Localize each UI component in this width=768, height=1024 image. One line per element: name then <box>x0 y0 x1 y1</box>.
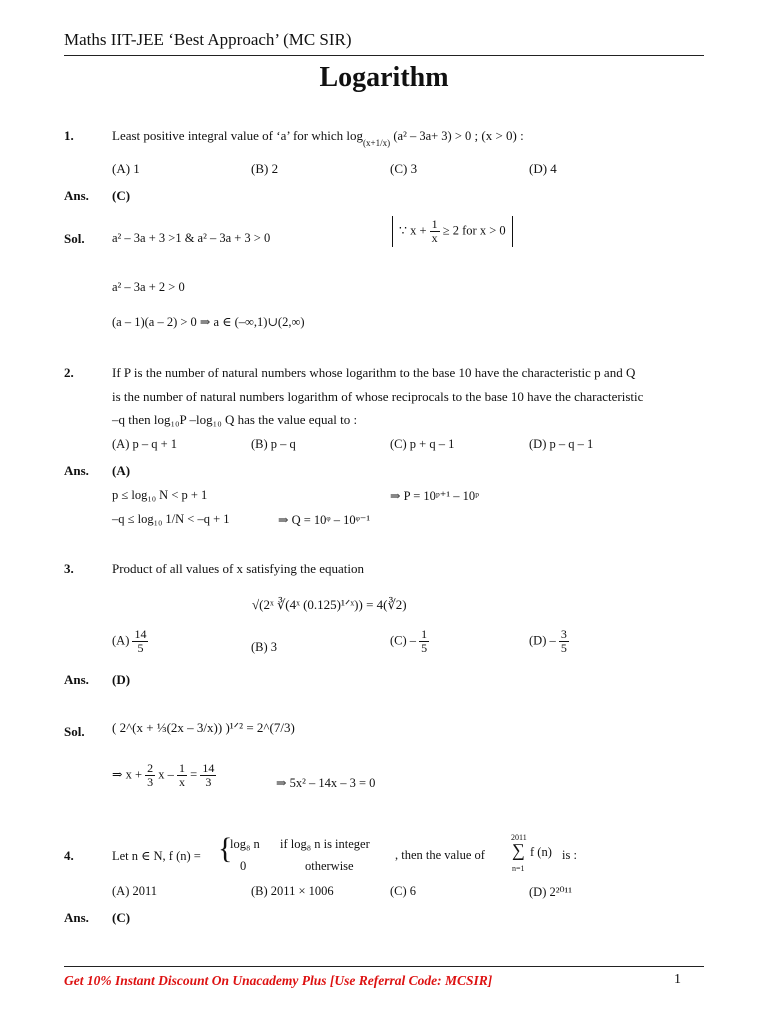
q3-option-a-den: 5 <box>137 641 144 655</box>
q3-sol-line2-a: ⇒ x + <box>112 767 143 782</box>
header-divider <box>64 55 704 56</box>
page-title: Logarithm <box>319 62 449 93</box>
q4-case2-a: 0 <box>240 859 247 873</box>
q1-answer: (C) <box>112 188 131 203</box>
q1-option-c: (C) 3 <box>390 161 418 176</box>
q1-expr: (a² – 3a+ 3) > 0 <box>393 129 472 143</box>
q3-option-d-frac <box>559 628 569 655</box>
q3-ans-label: Ans. <box>64 672 89 687</box>
q4-sum-expr: f (n) <box>530 845 552 859</box>
q3-sol-line2 <box>112 762 216 789</box>
q1-sol-note-frac: $\frac{1}{x}$ <box>431 217 438 245</box>
q3-option-a <box>112 628 148 655</box>
q3-sol-frac3-num: 14 <box>202 761 215 775</box>
q3-option-d-num: 3 <box>560 627 567 641</box>
q4-sum-top: 2011 <box>511 833 527 842</box>
q3-option-d <box>529 628 569 655</box>
q3-option-c-frac <box>419 628 429 655</box>
q1-sol-note-b: ≥ 2 for x > 0 <box>442 223 506 238</box>
q2-option-b: (B) p – q <box>251 437 296 451</box>
q3-sol-frac3 <box>200 762 216 789</box>
q2-sol-line1a: p ≤ log₁₀ N < p + 1 <box>112 488 208 502</box>
q1-cond: ; (x > 0) : <box>474 128 524 143</box>
q3-option-d-label: (D) – <box>529 633 556 648</box>
q3-option-b: (B) 3 <box>251 640 278 654</box>
q1-option-a: (A) 1 <box>112 161 140 176</box>
q3-option-c-den: 5 <box>421 641 428 655</box>
q3-option-c-num: 1 <box>421 627 428 641</box>
footer-promo: Get 10% Instant Discount On Unacademy Plus [Use Referral Code: MCSIR] <box>64 973 493 988</box>
q2-sol-line1b: ⇒ P = 10ᵖ⁺¹ – 10ᵖ <box>390 489 480 503</box>
q3-sol-frac1 <box>145 762 155 789</box>
q1-sol-line3: (a – 1)(a – 2) > 0 ⇒ a ∈ (–∞,1)∪(2,∞) <box>112 315 305 329</box>
q3-answer: (D) <box>112 672 131 687</box>
q1-sol-note-a: ∵ x + <box>399 223 427 238</box>
q4-case2-b: otherwise <box>305 859 354 873</box>
q3-sol-line2-mid: x – <box>158 767 174 782</box>
q1-log: log <box>346 128 364 143</box>
q2-option-a: (A) p – q + 1 <box>112 437 178 451</box>
q3-text: Product of all values of x satisfying the equation <box>112 561 365 576</box>
q2-sol-line2a: –q ≤ log₁₀ 1/N < –q + 1 <box>112 512 230 526</box>
q3-sol-frac3-den: 3 <box>205 775 212 789</box>
q1-sol-line1: a² – 3a + 3 >1 & a² – 3a + 3 > 0 <box>112 231 271 245</box>
q3-sol-frac1-num: 2 <box>147 761 154 775</box>
q3-option-c-label: (C) – <box>390 633 417 648</box>
q4-option-c: (C) 6 <box>390 884 417 898</box>
q4-text-pre: Let n ∈ N, f (n) = <box>112 849 201 863</box>
q4-sum-bottom: n=1 <box>512 864 525 873</box>
q4-ans-label: Ans. <box>64 910 89 925</box>
q4-sum-sign: ∑ <box>512 840 525 860</box>
q3-option-d-den: 5 <box>560 641 567 655</box>
q1-stem: Least positive integral value of ‘a’ for which <box>112 128 344 143</box>
q2-sol-line2b: ⇒ Q = 10ᵠ – 10ᵠ⁻¹ <box>278 513 371 527</box>
q4-option-d: (D) 2²⁰¹¹ <box>529 885 572 899</box>
q2-line1: If P is the number of natural numbers whose logarithm to the base 10 have the characteristic p and Q <box>112 365 636 380</box>
q4-text-post: , then the value of <box>395 848 485 862</box>
q2-option-d: (D) p – q – 1 <box>529 437 594 451</box>
q3-sol-frac2-num: 1 <box>179 761 186 775</box>
q2-answer: (A) <box>112 463 131 478</box>
q4-number: 4. <box>64 848 74 863</box>
q2-line3: –q then log₁₀P –log₁₀ Q has the value equal to : <box>112 412 358 427</box>
q1-sol-label: Sol. <box>64 231 85 246</box>
q2-option-c: (C) p + q – 1 <box>390 437 455 451</box>
q3-sol-line1: ( 2^(x + ⅓(2x – 3/x)) )¹ᐟ² = 2^(7/3) <box>112 720 295 735</box>
q1-ans-label: Ans. <box>64 188 89 203</box>
page-number: 1 <box>674 972 681 987</box>
q3-number: 3. <box>64 561 74 576</box>
q3-sol-line2b: ⇒ 5x² – 14x – 3 = 0 <box>276 776 376 790</box>
q4-answer: (C) <box>112 910 131 925</box>
q3-equation: √(2ˣ ∛(4ˣ (0.125)¹ᐟˣ)) = 4(∛2) <box>252 597 407 612</box>
q3-option-a-frac <box>132 628 148 655</box>
q3-sol-frac2-den: x <box>179 775 186 789</box>
q4-case1-a: log₈ n <box>230 837 260 851</box>
q4-case1-b: if log₈ n is integer <box>280 837 370 851</box>
q3-sol-line2-eq: = <box>190 767 198 782</box>
q1-option-d: (D) 4 <box>529 161 557 176</box>
page-header: Maths IIT-JEE ‘Best Approach’ (MC SIR) <box>64 30 352 49</box>
q1-number: 1. <box>64 128 74 143</box>
q2-line2: is the number of natural numbers logarithm of whose reciprocals to the base 10 have the characteristic <box>112 389 644 404</box>
q2-ans-label: Ans. <box>64 463 89 478</box>
q3-option-c <box>390 628 429 655</box>
q4-brace: { <box>218 832 233 865</box>
q1-sol-note <box>392 216 513 247</box>
q2-number: 2. <box>64 365 74 380</box>
q1-option-b: (B) 2 <box>251 161 279 176</box>
q3-option-a-label: (A) <box>112 633 130 648</box>
q3-sol-frac2 <box>177 762 187 789</box>
q3-sol-frac1-den: 3 <box>147 775 154 789</box>
q1-text <box>112 128 524 148</box>
q1-sol-line2: a² – 3a + 2 > 0 <box>112 280 185 294</box>
q1-log-base: (x+1/x) <box>363 138 391 148</box>
q4-text-end: is : <box>562 848 577 862</box>
q4-option-a: (A) 2011 <box>112 884 158 898</box>
q3-option-a-num: 14 <box>134 627 147 641</box>
q3-sol-label: Sol. <box>64 724 85 739</box>
q4-option-b: (B) 2011 × 1006 <box>251 884 334 898</box>
footer-divider <box>64 966 704 967</box>
